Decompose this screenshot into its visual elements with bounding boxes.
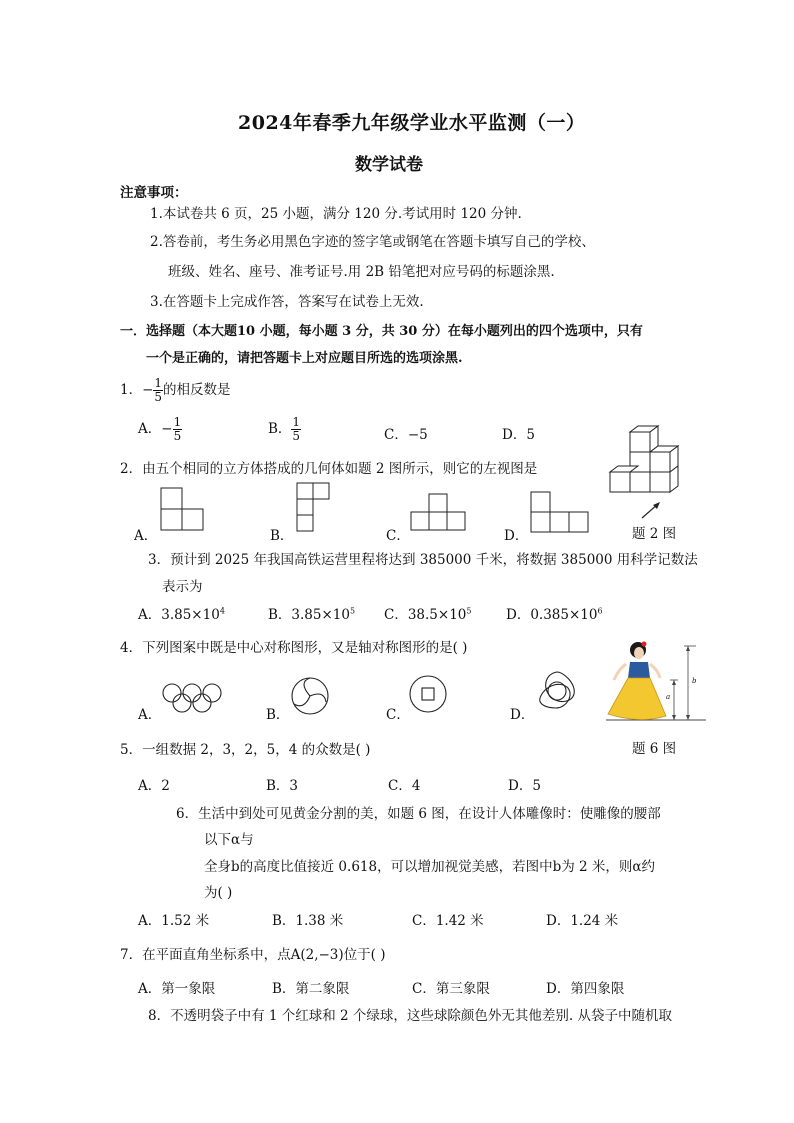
q6-option-a: A．1.52 米 [138, 913, 210, 929]
exam-subtitle: 数学试卷 [355, 155, 423, 175]
q2-option-b-label: B． [270, 528, 294, 544]
q2-option-d-label: D． [504, 528, 529, 544]
q1-number: 1． [120, 382, 143, 398]
notice-item-2b: 班级、姓名、座号、准考证号.用 2B 铅笔把对应号码的标题涂黑. [168, 264, 555, 280]
q4-option-d-label: D． [510, 707, 535, 723]
q4-option-a-label: A． [138, 707, 162, 723]
q5-option-c: C．4 [388, 778, 421, 794]
q1-option-a [138, 416, 182, 443]
q3-stem-line2: 表示为 [162, 579, 203, 595]
q5-option-b: B．3 [266, 778, 299, 794]
section1-line2: 一个是正确的，请把答题卡上对应题目所选的选项涂黑. [146, 351, 463, 366]
q2-option-c-label: C． [386, 528, 410, 544]
exam-title: 2024年春季九年级学业水平监测（一） [238, 112, 586, 134]
notice-heading: 注意事项： [120, 185, 188, 201]
q4-option-b-label: B． [266, 707, 290, 723]
q2-option-a-figure [160, 487, 206, 533]
notice-item-1: 1.本试卷共 6 页，25 小题，满分 120 分.考试用时 120 分钟. [150, 206, 522, 222]
q7-option-a: A．第一象限 [138, 981, 216, 997]
q5-option-a: A．2 [138, 778, 170, 794]
q6-option-d: D．1.24 米 [546, 913, 619, 929]
q7-option-b: B．第二象限 [272, 981, 350, 997]
q2-option-a-label: A． [134, 528, 158, 544]
q1-option-b-label: B． [268, 421, 292, 437]
q6-stem-line3: 全身b的高度比值接近 0.618，可以增加视觉美感，若图中b为 2 米，则α约 [204, 859, 656, 875]
q1-option-c: C．−5 [384, 427, 428, 443]
q3-option-a-base: A．3.85×10 [138, 607, 220, 623]
q8-stem: 8．不透明袋子中有 1 个红球和 2 个绿球，这些球除颜色外无其他差别. 从袋子中随机取 [148, 1008, 673, 1024]
q2-option-d-figure [530, 491, 592, 535]
q2-option-c-figure [410, 493, 468, 533]
q4-three-petal-figure [288, 674, 332, 718]
q4-option-c-label: C． [386, 707, 410, 723]
notice-item-3: 3.在答题卡上完成作答，答案写在试卷上无效. [150, 294, 424, 310]
q6-option-c: C．1.42 米 [412, 913, 484, 929]
q1-stem [120, 377, 231, 404]
q1-frac-den: 5 [154, 390, 163, 404]
q4-olympic-rings-figure [160, 682, 226, 716]
q1-frac-num: 1 [154, 376, 163, 390]
q3-option-a [138, 603, 225, 623]
q2-stem: 2．由五个相同的立方体搭成的几何体如题 2 图所示，则它的左视图是 [120, 461, 538, 477]
q1-option-b-fraction [291, 416, 301, 443]
q5-option-d: D．5 [508, 778, 541, 794]
q7-option-c: C．第三象限 [412, 981, 490, 997]
q6-stem-line1: 6．生活中到处可见黄金分割的美，如题 6 图，在设计人体雕像时：使雕像的腰部 [176, 806, 661, 822]
q1-b-den: 5 [292, 429, 301, 443]
q6-label-b: b [692, 677, 697, 685]
q1-neg-sign: − [142, 382, 154, 398]
q1-text: 的相反数是 [163, 382, 231, 398]
q1-option-a-label: A．− [138, 421, 173, 437]
q6-label-a: a [666, 693, 671, 701]
q7-stem: 7．在平面直角坐标系中，点A(2,−3)位于( ) [120, 947, 386, 963]
q2-figure-caption: 题 2 图 [632, 526, 677, 542]
q1-option-a-fraction [173, 416, 183, 443]
notice-item-2a: 2.答卷前，考生务必用黑色字迹的签字笔或钢笔在答题卡填写自己的学校、 [150, 234, 595, 250]
q3-option-b-exp: 5 [349, 606, 356, 616]
q3-option-a-exp: 4 [219, 606, 225, 616]
q1-a-den: 5 [173, 429, 182, 443]
q6-figure-caption: 题 6 图 [632, 741, 677, 757]
q7-option-d: D．第四象限 [546, 981, 625, 997]
q2-view-arrow-icon [640, 500, 664, 520]
q1-option-b [268, 416, 301, 443]
q3-option-b [268, 603, 355, 623]
q2-cube-figure [608, 424, 690, 500]
section1-line1: 一．选择题（本大题10 小题，每小题 3 分，共 30 分）在每小题列出的四个选项中，只有 [120, 324, 643, 339]
q6-stem-line2: 以下α与 [204, 832, 254, 848]
q4-coin-figure [408, 674, 448, 714]
q4-stem: 4．下列图案中既是中心对称图形，又是轴对称图形的是( ) [120, 640, 468, 656]
q1-option-d: D．5 [502, 427, 535, 443]
q6-option-b: B．1.38 米 [272, 913, 344, 929]
q4-trefoil-knot-figure [534, 668, 580, 714]
q1-fraction [153, 377, 163, 404]
q1-b-num: 1 [292, 415, 301, 429]
q3-option-d-exp: 6 [597, 606, 603, 616]
q2-option-b-figure [296, 482, 336, 534]
q3-option-d [506, 603, 603, 623]
q1-a-num: 1 [173, 415, 182, 429]
q3-stem-line1: 3．预计到 2025 年我国高铁运营里程将达到 385000 千米，将数据 385000 用科学记数法 [148, 552, 698, 568]
q3-option-c-exp: 5 [466, 606, 472, 616]
q3-option-b-base: B．3.85×10 [268, 607, 350, 623]
q3-option-c-base: C．38.5×10 [384, 607, 467, 623]
q3-option-d-base: D．0.385×10 [506, 607, 598, 623]
q6-stem-line4: 为( ) [204, 885, 233, 901]
q3-option-c [384, 603, 471, 623]
q5-stem: 5．一组数据 2，3，2，5，4 的众数是( ) [120, 742, 371, 758]
